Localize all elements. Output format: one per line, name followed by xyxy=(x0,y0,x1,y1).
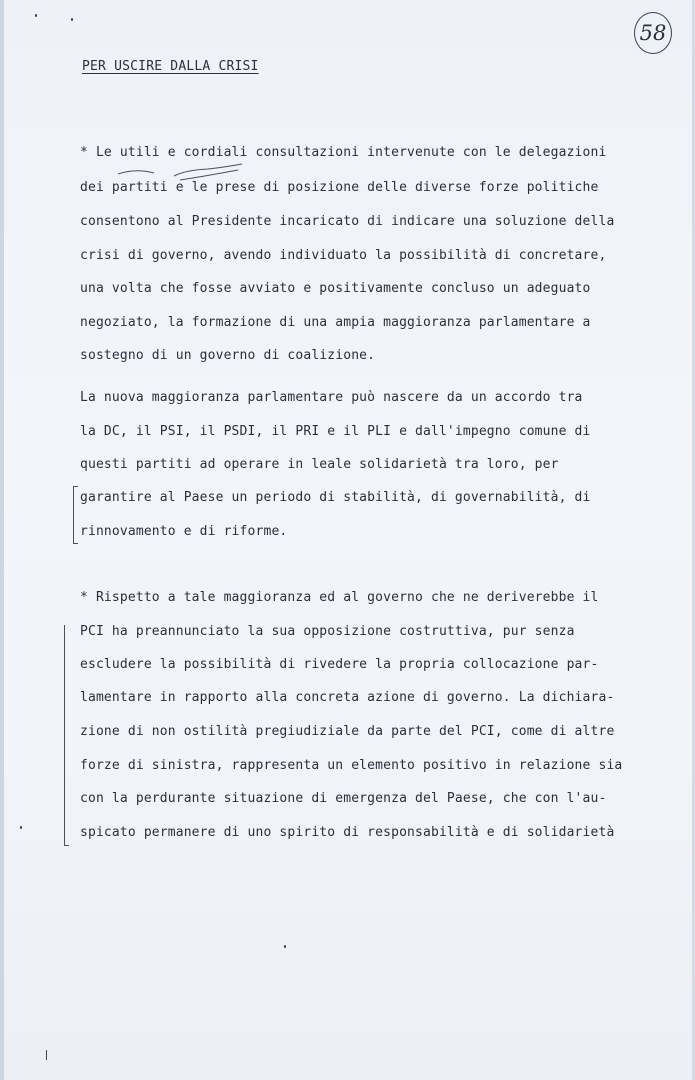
page-number-text: 58 xyxy=(639,21,667,45)
paragraph-2-line-3: questi partiti ad operare in leale solidarietà tra loro, per xyxy=(80,457,559,472)
paragraph-1-line-4: crisi di governo, avendo individuato la possibilità di concretare, xyxy=(80,248,607,263)
document-title: PER USCIRE DALLA CRISI xyxy=(82,59,259,74)
scan-speck xyxy=(46,1050,47,1060)
paragraph-1-line-7: sostegno di un governo di coalizione. xyxy=(80,348,376,363)
scan-speck xyxy=(20,826,22,829)
margin-bracket-paragraph-2 xyxy=(73,486,78,544)
handwritten-underline xyxy=(116,160,246,184)
paragraph-1-line-1: * Le utili e cordiali consultazioni intervenute con le delegazioni xyxy=(80,145,607,160)
paragraph-1-line-3: consentono al Presidente incaricato di indicare una soluzione della xyxy=(80,214,615,229)
paragraph-3-line-3: escludere la possibilità di rivedere la propria collocazione par- xyxy=(80,657,599,672)
scan-speck xyxy=(35,14,37,17)
paragraph-3-line-7: con la perdurante situazione di emergenza del Paese, che con l'au- xyxy=(80,791,607,806)
paragraph-1-line-2: dei partiti e le prese di posizione delle diverse forze politiche xyxy=(80,180,599,195)
paragraph-2-line-2: la DC, il PSI, il PSDI, il PRI e il PLI e dall'impegno comune di xyxy=(80,424,591,439)
scan-speck xyxy=(71,18,73,21)
paragraph-3-line-1: * Rispetto a tale maggioranza ed al governo che ne deriverebbe il xyxy=(80,590,599,605)
paragraph-1-line-6: negoziato, la formazione di una ampia maggioranza parlamentare a xyxy=(80,315,591,330)
paragraph-2-line-1: La nuova maggioranza parlamentare può nascere da un accordo tra xyxy=(80,390,583,405)
paragraph-2-line-5: rinnovamento e di riforme. xyxy=(80,524,288,539)
page-left-edge xyxy=(0,0,4,1080)
paragraph-1-line-5: una volta che fosse avviato e positivamente concluso un adeguato xyxy=(80,281,591,296)
scan-speck xyxy=(284,945,286,948)
paragraph-2-line-4: garantire al Paese un periodo di stabilità, di governabilità, di xyxy=(80,490,591,505)
page-number-circled xyxy=(634,12,672,54)
paragraph-3-line-2: PCI ha preannunciato la sua opposizione costruttiva, pur senza xyxy=(80,624,575,639)
paragraph-3-line-4: lamentare in rapporto alla concreta azione di governo. La dichiara- xyxy=(80,690,615,705)
paragraph-3-line-6: forze di sinistra, rappresenta un elemento positivo in relazione sia xyxy=(80,758,623,773)
paragraph-3-line-5: zione di non ostilità pregiudiziale da parte del PCI, come di altre xyxy=(80,724,615,739)
paragraph-3-line-8: spicato permanere di uno spirito di responsabilità e di solidarietà xyxy=(80,825,615,840)
margin-bracket-paragraph-3 xyxy=(64,625,69,846)
